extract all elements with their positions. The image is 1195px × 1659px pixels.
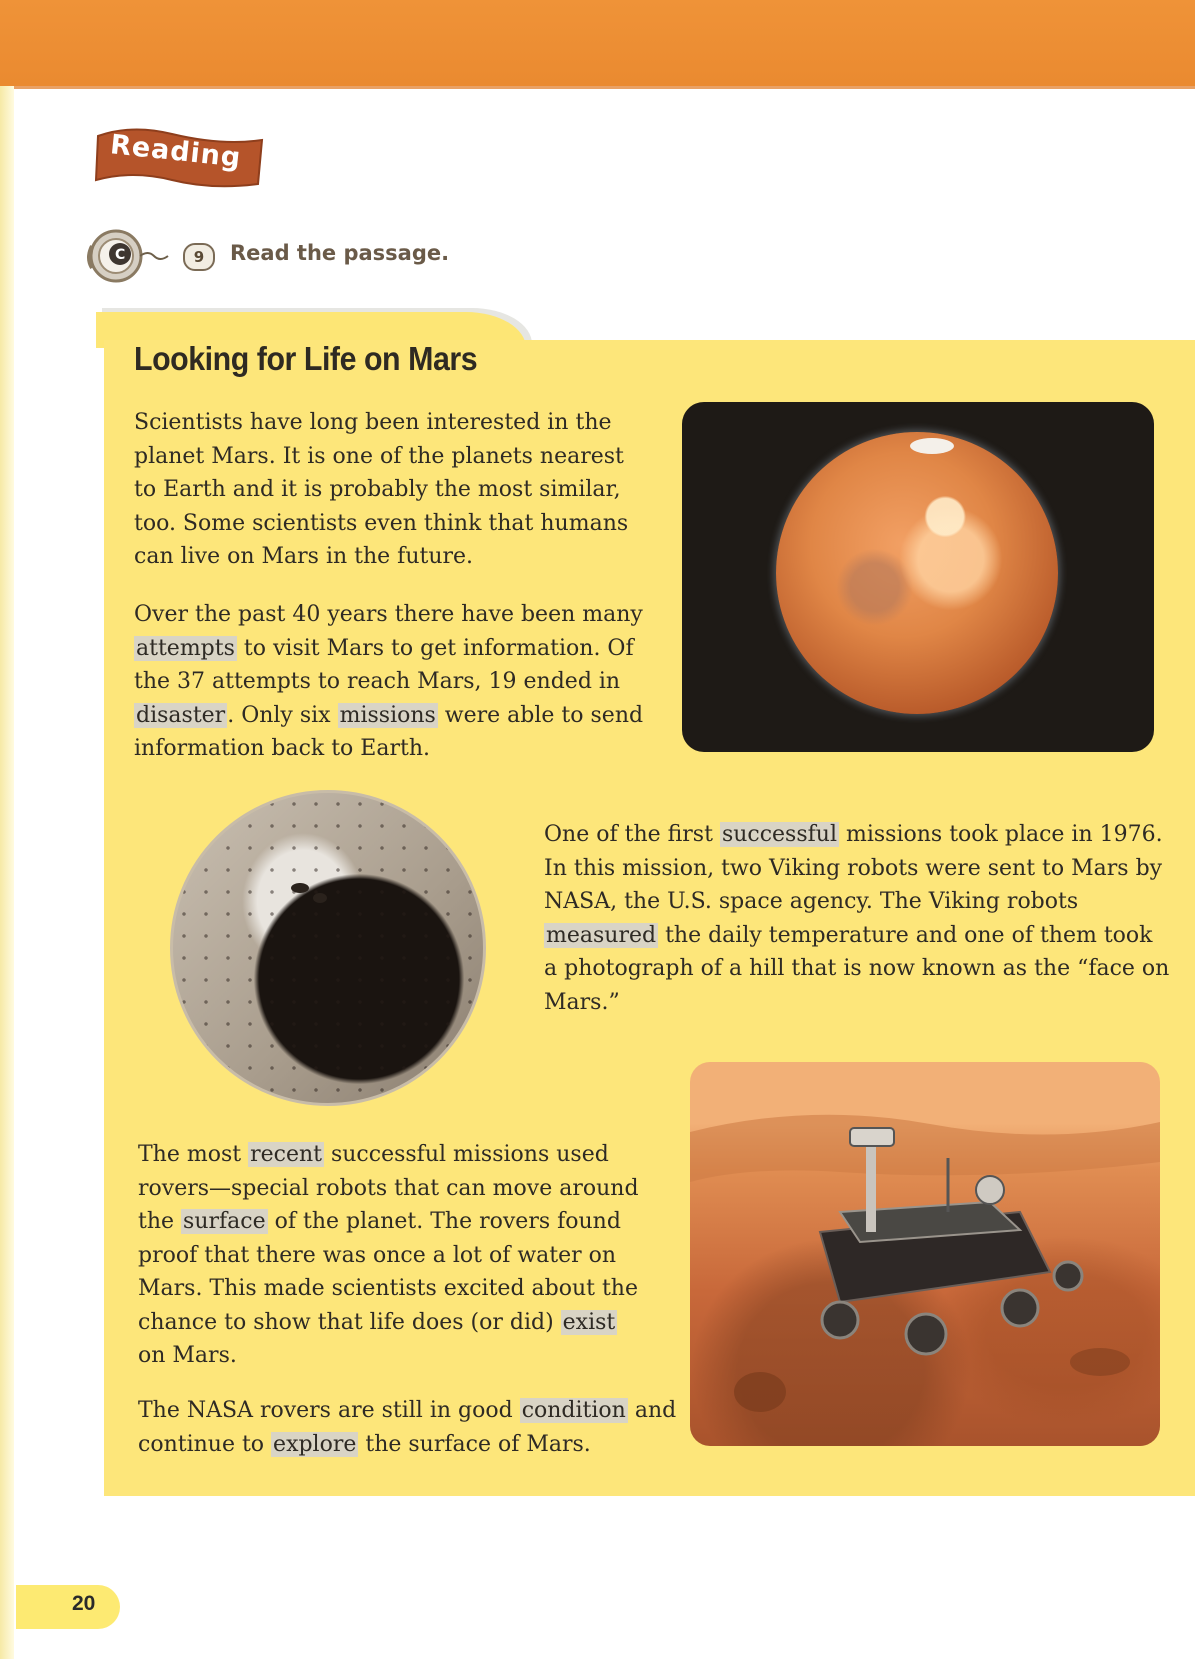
paragraph-4 bbox=[138, 1138, 644, 1373]
mars-rover-photo bbox=[690, 1062, 1160, 1446]
paragraph-1: Scientists have long been interested in the planet Mars. It is one of the planets nearest to Earth and it is probably the most similar, too. Some scientists even think that humans can live on Mars in the future. bbox=[134, 410, 629, 569]
text-run: were able to send information back to Earth. bbox=[134, 702, 644, 761]
mars-globe bbox=[776, 432, 1058, 714]
text-run: the daily temperature and one of them took a photograph of a hill that is now known as the “face on Mars.” bbox=[544, 922, 1170, 1015]
paragraph-3 bbox=[544, 818, 1170, 1019]
rover-illustration bbox=[690, 1062, 1160, 1446]
vocab-word: recent bbox=[250, 1142, 322, 1167]
vocab-word: successful bbox=[721, 822, 837, 847]
text-run: The most bbox=[138, 1142, 249, 1167]
text-run: the surface of Mars. bbox=[358, 1431, 591, 1457]
text-run: Over the past 40 years there have been many bbox=[134, 602, 643, 627]
page-number-tab bbox=[16, 1585, 120, 1629]
reading-section-banner bbox=[92, 126, 267, 192]
text-run: successful missions used rovers—special robots that can move around the bbox=[138, 1142, 639, 1234]
instruction-text: Read the passage. bbox=[230, 241, 450, 265]
vocab-word: exist bbox=[562, 1309, 616, 1335]
text-run: to visit Mars to get information. Of the 37 attempts to reach Mars, 19 ended in bbox=[134, 635, 634, 694]
vocab-word: disaster bbox=[136, 702, 226, 728]
vocab-word: measured bbox=[546, 922, 657, 948]
section-label: Reading bbox=[108, 129, 243, 174]
text-run: The NASA rovers are still in good bbox=[138, 1398, 520, 1423]
mars-polar-cap bbox=[910, 438, 954, 454]
paragraph-5 bbox=[138, 1394, 678, 1461]
vocab-word: condition bbox=[521, 1398, 626, 1423]
page-margin-strip bbox=[0, 86, 14, 1659]
text-run: and continue to bbox=[138, 1398, 677, 1457]
top-color-band bbox=[0, 0, 1195, 89]
text-run: on Mars. bbox=[138, 1343, 237, 1368]
svg-text:C: C bbox=[115, 247, 126, 263]
passage-title: Looking for Life on Mars bbox=[134, 340, 478, 377]
face-shadow-eye bbox=[313, 893, 327, 903]
face-shadow-eye bbox=[291, 883, 309, 893]
face-on-mars-photo bbox=[170, 790, 486, 1106]
paragraph-2 bbox=[134, 598, 644, 766]
planet-mars-photo bbox=[682, 402, 1154, 752]
page-number: 20 bbox=[72, 1592, 96, 1615]
text-run: missions took place in 1976. In this mission, two Viking robots were sent to Mars by NASA, the U.S. space agency. The Viking robots bbox=[544, 822, 1163, 914]
text-run: One of the first bbox=[544, 822, 720, 847]
vocab-word: explore bbox=[273, 1431, 357, 1457]
vocab-word: surface bbox=[183, 1209, 266, 1234]
text-run: . Only six bbox=[227, 702, 338, 728]
track-number-badge: 9 bbox=[183, 243, 215, 271]
text-run: of the planet. The rovers found proof that there was once a lot of water on Mars. This made scientists excited about the chance to show that life does (or did) bbox=[138, 1209, 638, 1335]
vocab-word: missions bbox=[339, 702, 436, 728]
vocab-word: attempts bbox=[136, 635, 235, 661]
